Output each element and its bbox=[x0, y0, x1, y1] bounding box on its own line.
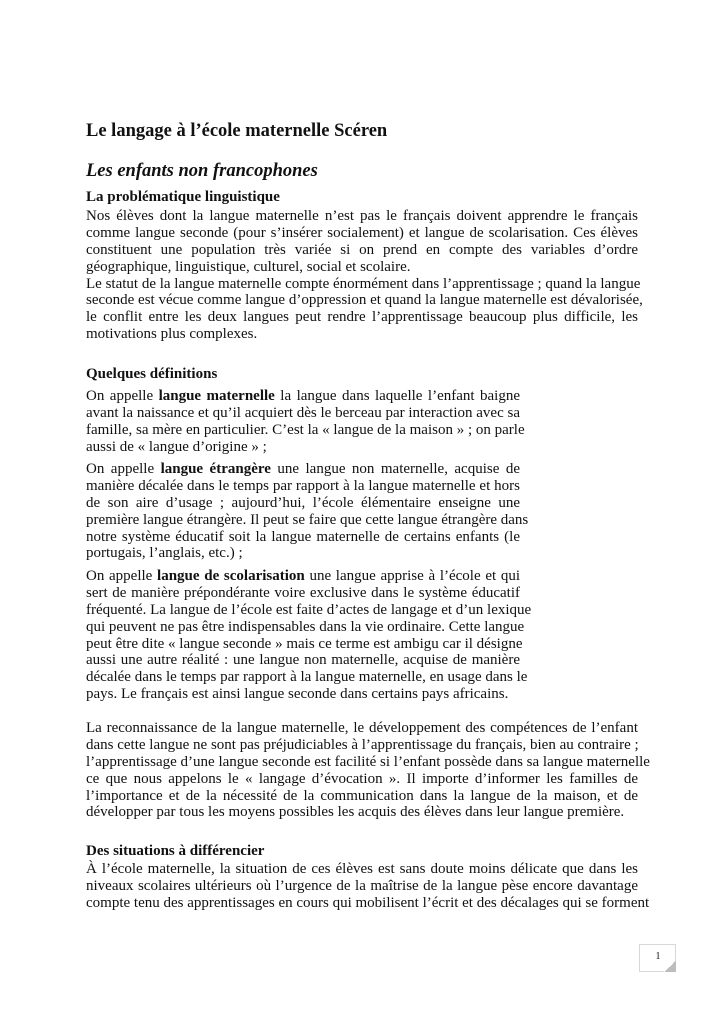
text-line: niveaux scolaires ultérieurs où l’urgence de la maîtrise de la langue pèse encore davantage bbox=[86, 877, 638, 894]
text-line: motivations plus complexes. bbox=[86, 326, 258, 343]
text-line: notre système éducatif soit la langue maternelle de certains enfants (le bbox=[86, 528, 520, 545]
text-line: développer par tous les moyens possibles les acquis des élèves dans leur langue première. bbox=[86, 804, 625, 821]
text-line: portugais, l’anglais, etc.) ; bbox=[86, 545, 243, 562]
definition-langue-maternelle bbox=[86, 388, 525, 456]
text-line: aussi de « langue d’origine » ; bbox=[86, 438, 267, 455]
text-line: ce que nous appelons le « langage d’évocation ». Il importe d’informer les familles de bbox=[86, 770, 638, 787]
defined-term: langue de scolarisation bbox=[157, 568, 305, 584]
heading-definitions: Quelques définitions bbox=[86, 366, 218, 382]
defined-term: langue étrangère bbox=[160, 461, 271, 477]
text-line: fréquenté. La langue de l’école est faite d’actes de langage et d’un lexique bbox=[86, 601, 532, 618]
text-line: seconde est vécue comme langue d’oppression et quand la langue maternelle est dévalorisée, bbox=[86, 292, 643, 309]
text-line: avant la naissance et qu’il acquiert dès le berceau par interaction avec sa bbox=[86, 404, 520, 421]
text-line: première langue étrangère. Il peut se faire que cette langue étrangère dans bbox=[86, 511, 529, 528]
paragraph bbox=[86, 861, 650, 912]
text-line bbox=[86, 461, 520, 478]
section-title: Les enfants non francophones bbox=[86, 161, 318, 181]
text-line: pays. Le français est ainsi langue seconde dans certains pays africains. bbox=[86, 686, 509, 703]
paragraph bbox=[86, 720, 650, 821]
text-line bbox=[86, 568, 520, 585]
text-line: sert de manière prépondérante voire exclusive dans le système éducatif bbox=[86, 584, 520, 601]
text-line: Nos élèves dont la langue maternelle n’est pas le français doivent apprendre le français bbox=[86, 208, 638, 224]
text-line: géographique, linguistique, culturel, social et scolaire. bbox=[86, 258, 411, 275]
text-line: qui peuvent ne pas être indispensables dans la vie ordinaire. Cette langue bbox=[86, 618, 525, 635]
text-line: Le statut de la langue maternelle compte énormément dans l’apprentissage ; quand la langue bbox=[86, 275, 641, 292]
text-segment: On appelle bbox=[86, 388, 159, 404]
text-line: aussi une autre réalité : une langue non maternelle, acquise de manière bbox=[86, 652, 520, 669]
text-line: dans cette langue ne sont pas préjudiciables à l’apprentissage du français, bien au contraire ; bbox=[86, 736, 639, 753]
page-number-box bbox=[639, 944, 676, 972]
text-line: comme langue seconde (pour s’insérer socialement) et langue de scolarisation. Ces élèves bbox=[86, 224, 638, 241]
text-line: le conflit entre les deux langues peut rendre l’apprentissage beaucoup plus difficile, les bbox=[86, 309, 638, 326]
heading-problematique: La problématique linguistique bbox=[86, 189, 280, 205]
text-line: compte tenu des apprentissages en cours qui mobilisent l’écrit et des décalages qui se forment bbox=[86, 894, 650, 911]
text-segment: On appelle bbox=[86, 568, 158, 584]
text-line: de son aire d’usage ; aujourd’hui, l’école élémentaire enseigne une bbox=[86, 494, 520, 511]
text-line: La reconnaissance de la langue maternelle, le développement des compétences de l’enfant bbox=[86, 720, 638, 736]
heading-situations: Des situations à différencier bbox=[86, 843, 265, 859]
definition-langue-scolarisation bbox=[86, 568, 532, 703]
page-number: 1 bbox=[655, 951, 661, 962]
text-segment: la langue dans laquelle l’enfant baigne bbox=[274, 388, 521, 404]
text-line: À l’école maternelle, la situation de ces élèves est sans doute moins délicate que dans les bbox=[86, 861, 638, 877]
paragraph bbox=[86, 208, 638, 276]
defined-term: langue maternelle bbox=[158, 388, 275, 404]
text-line: décalée dans le temps par rapport à la langue maternelle, en usage dans le bbox=[86, 669, 528, 686]
definition-langue-etrangere bbox=[86, 461, 529, 562]
text-segment: une langue apprise à l’école et qui bbox=[304, 568, 521, 584]
text-segment: une langue non maternelle, acquise de bbox=[270, 461, 520, 477]
paragraph bbox=[86, 275, 643, 344]
text-line: l’apprentissage d’une langue seconde est facilité si l’enfant possède dans sa langue maternelle bbox=[86, 753, 650, 770]
text-line bbox=[86, 388, 520, 405]
text-line: l’importance et de la nécessité de la communication dans la langue de la maison, et de bbox=[86, 787, 638, 804]
text-line: manière décalée dans le temps par rapport à la langue maternelle et hors bbox=[86, 477, 520, 494]
document-title: Le langage à l’école maternelle Scéren bbox=[86, 121, 388, 141]
text-line: famille, sa mère en particulier. C’est la « langue de la maison » ; on parle bbox=[86, 421, 525, 438]
text-line: constituent une population très variée si on prend en compte des variables d’ordre bbox=[86, 241, 638, 258]
text-line: peut être dite « langue seconde » mais ce terme est ambigu car il désigne bbox=[86, 635, 523, 652]
page-curl-icon bbox=[664, 961, 676, 972]
text-segment: On appelle bbox=[86, 461, 161, 477]
